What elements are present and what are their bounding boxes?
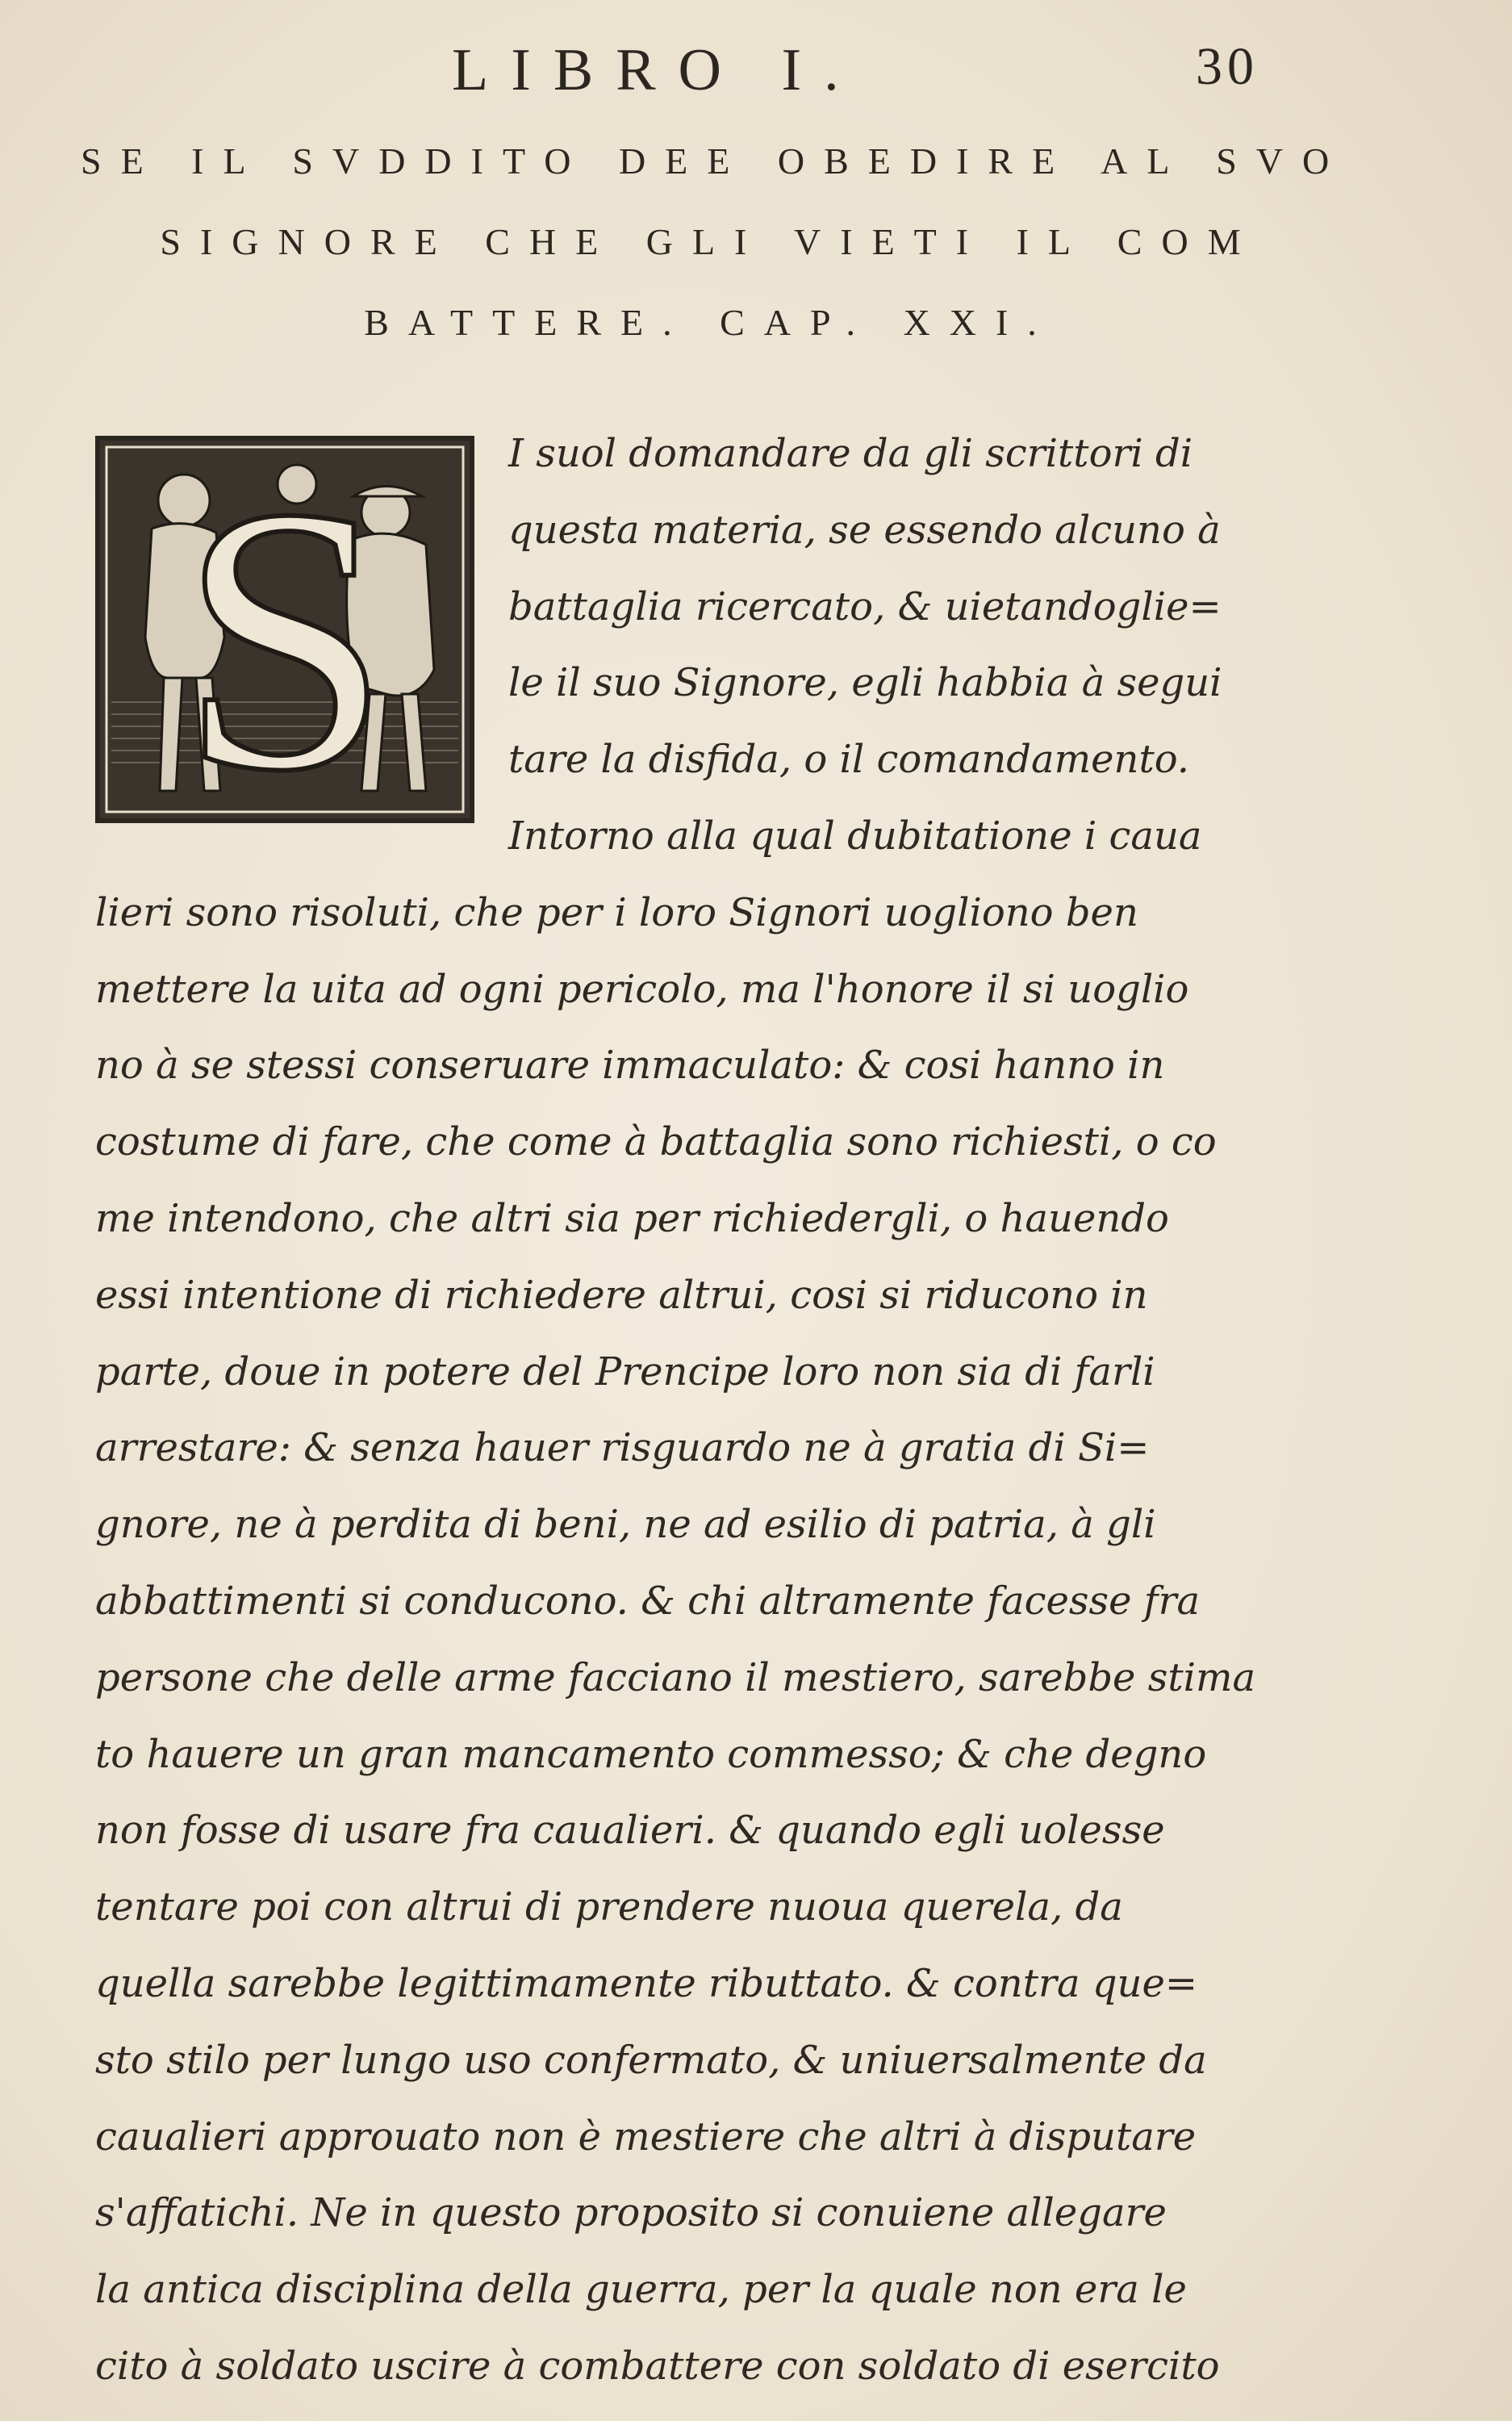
text-line: no à se stessi conseruare immaculato: & cosi hanno in <box>95 1043 1165 1089</box>
text-line: essi intentione di richiedere altrui, cosi si riducono in <box>95 1272 1148 1318</box>
chapter-title <box>81 121 1349 363</box>
text-line: arrestare: & senza hauer risguardo ne à gratia di Si= <box>95 1425 1150 1471</box>
text-line: parte, doue in potere del Prencipe loro non sia di farli <box>95 1348 1155 1394</box>
text-line: cito à soldato uscire à combattere con soldato di esercito <box>95 2343 1220 2389</box>
text-line: battaglia ricercato, & uietandoglie= <box>508 583 1222 629</box>
text-line: tare la disfida, o il comandamento. <box>508 737 1190 783</box>
text-line: costume di fare, che come à battaglia sono richiesti, o co <box>95 1119 1217 1165</box>
chapter-title-line: BATTERE. CAP. XXI. <box>364 302 1056 343</box>
initial-letter: S <box>179 436 391 823</box>
text-line: I suol domandare da gli scrittori di <box>508 431 1193 476</box>
text-line: s'affatichi. Ne in questo proposito si conuiene allegare <box>95 2190 1167 2236</box>
text-line: sto stilo per lungo uso confermato, & uniuersalmente da <box>95 2037 1207 2083</box>
text-line: lieri sono risoluti, che per i loro Signori uogliono ben <box>95 889 1138 935</box>
text-line: to hauere un gran mancamento commesso; & che degno <box>95 1731 1207 1777</box>
page-number: 30 <box>1196 37 1259 96</box>
text-line: me intendono, che altri sia per richiedergli, o hauendo <box>95 1195 1169 1241</box>
text-line: le il suo Signore, egli habbia à segui <box>508 660 1222 706</box>
text-line: gnore, ne à perdita di beni, ne ad esilio di patria, à gli <box>95 1502 1156 1548</box>
text-line: tentare poi con altrui di prendere nuoua querela, da <box>95 1884 1123 1930</box>
chapter-title-line: SIGNORE CHE GLI VIETI IL COM <box>160 221 1260 262</box>
running-title: LIBRO I. <box>452 37 862 103</box>
chapter-title-line: SE IL SVDDITO DEE OBEDIRE AL SVO <box>81 140 1349 182</box>
text-line: persone che delle arme facciano il mestiero, sarebbe stima <box>95 1654 1256 1700</box>
text-line: mettere la uita ad ogni pericolo, ma l'honore il si uoglio <box>95 966 1189 1012</box>
running-head <box>452 36 1307 109</box>
text-line: questa materia, se essendo alcuno à <box>508 507 1221 553</box>
text-line: quella sarebbe legittimamente ributtato. & contra que= <box>95 1960 1198 2006</box>
text-line: caualieri approuato non è mestiere che altri à disputare <box>95 2114 1197 2160</box>
text-line: Intorno alla qual dubitatione i caua <box>508 813 1202 859</box>
body-text <box>95 416 1342 2405</box>
text-line: abbattimenti si conducono. & chi altramente facesse fra <box>95 1578 1201 1624</box>
text-line: la antica disciplina della guerra, per la quale non era le <box>95 2267 1187 2313</box>
text-line: non fosse di usare fra caualieri. & quando egli uolesse <box>95 1808 1165 1854</box>
